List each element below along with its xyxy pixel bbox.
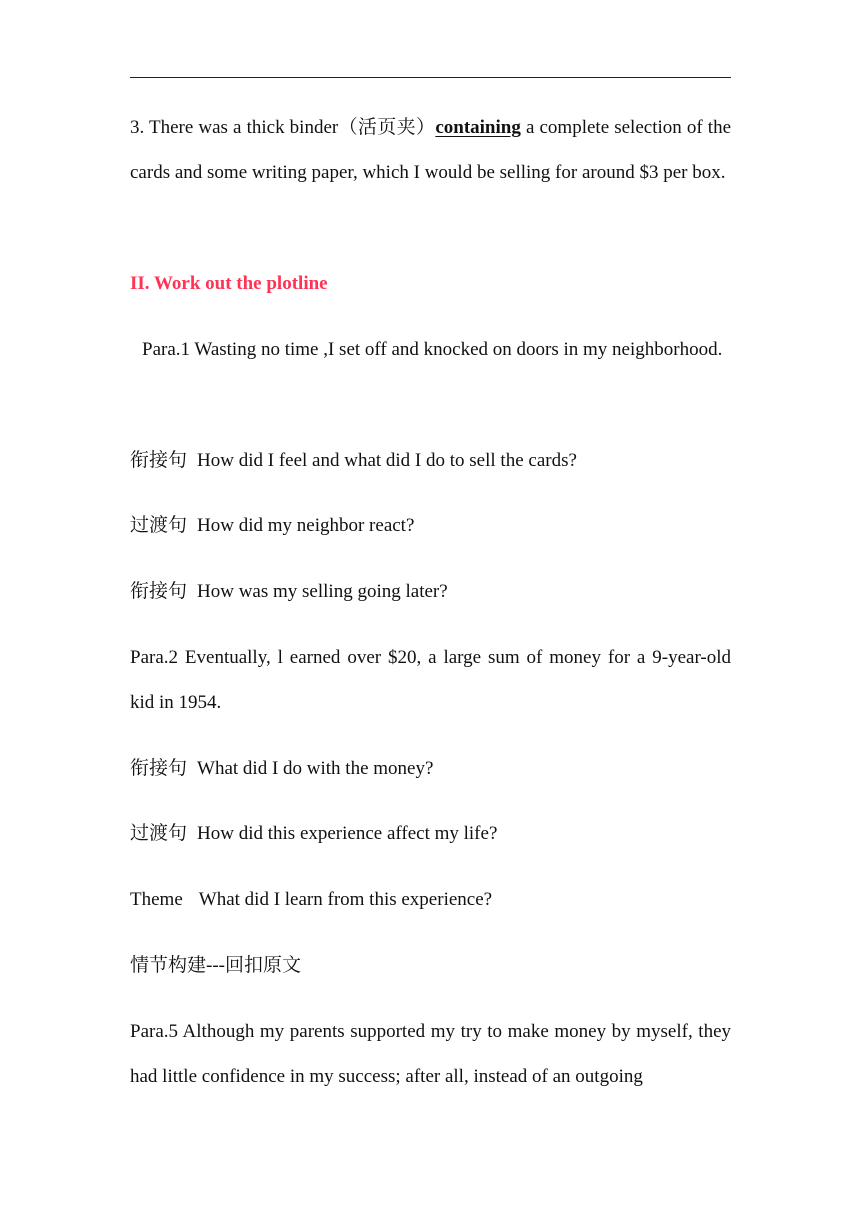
theme-line — [130, 877, 731, 922]
question-label: 过渡句 — [130, 823, 188, 844]
para-1-text: Para.1 Wasting no time ,I set off and knocked on doors in my neighborhood. — [142, 339, 723, 360]
question-line-3 — [130, 569, 731, 614]
question-label: 衔接句 — [130, 581, 188, 602]
question-text: How did I feel and what did I do to sell the cards? — [197, 450, 577, 471]
section-heading-plotline: II. Work out the plotline — [130, 273, 328, 294]
item-3-prefix: 3. There was a thick binder（活页夹） — [130, 117, 436, 138]
keyword-containing: containing — [435, 117, 521, 138]
question-label: 过渡句 — [130, 515, 188, 536]
para-5-text: Para.5 Although my parents supported my try to make money by myself, they had little confidence in my success; after all, instead of an outgoing — [130, 1021, 731, 1087]
question-label: 衔接句 — [130, 450, 188, 471]
question-line-4 — [130, 746, 731, 791]
theme-label: Theme — [130, 889, 183, 910]
section-heading-plot-building: 情节构建---回扣原文 — [130, 955, 301, 976]
item-3-paragraph — [130, 105, 731, 195]
question-text: How did this experience affect my life? — [197, 823, 498, 844]
question-text: How was my selling going later? — [197, 581, 448, 602]
question-text: How did my neighbor react? — [197, 515, 415, 536]
question-text: What did I do with the money? — [197, 758, 434, 779]
question-line-2 — [130, 503, 731, 548]
header-rule — [130, 77, 731, 78]
question-label: 衔接句 — [130, 758, 188, 779]
item-3-suffix: a complete selection of the cards and some writing paper, which I would be selling for around $3 per box. — [130, 117, 731, 183]
para-2-text: Para.2 Eventually, l earned over $20, a large sum of money for a 9-year-old kid in 1954. — [130, 647, 731, 713]
question-line-5 — [130, 811, 731, 856]
theme-question: What did I learn from this experience? — [198, 889, 493, 910]
question-line-1 — [130, 438, 731, 483]
